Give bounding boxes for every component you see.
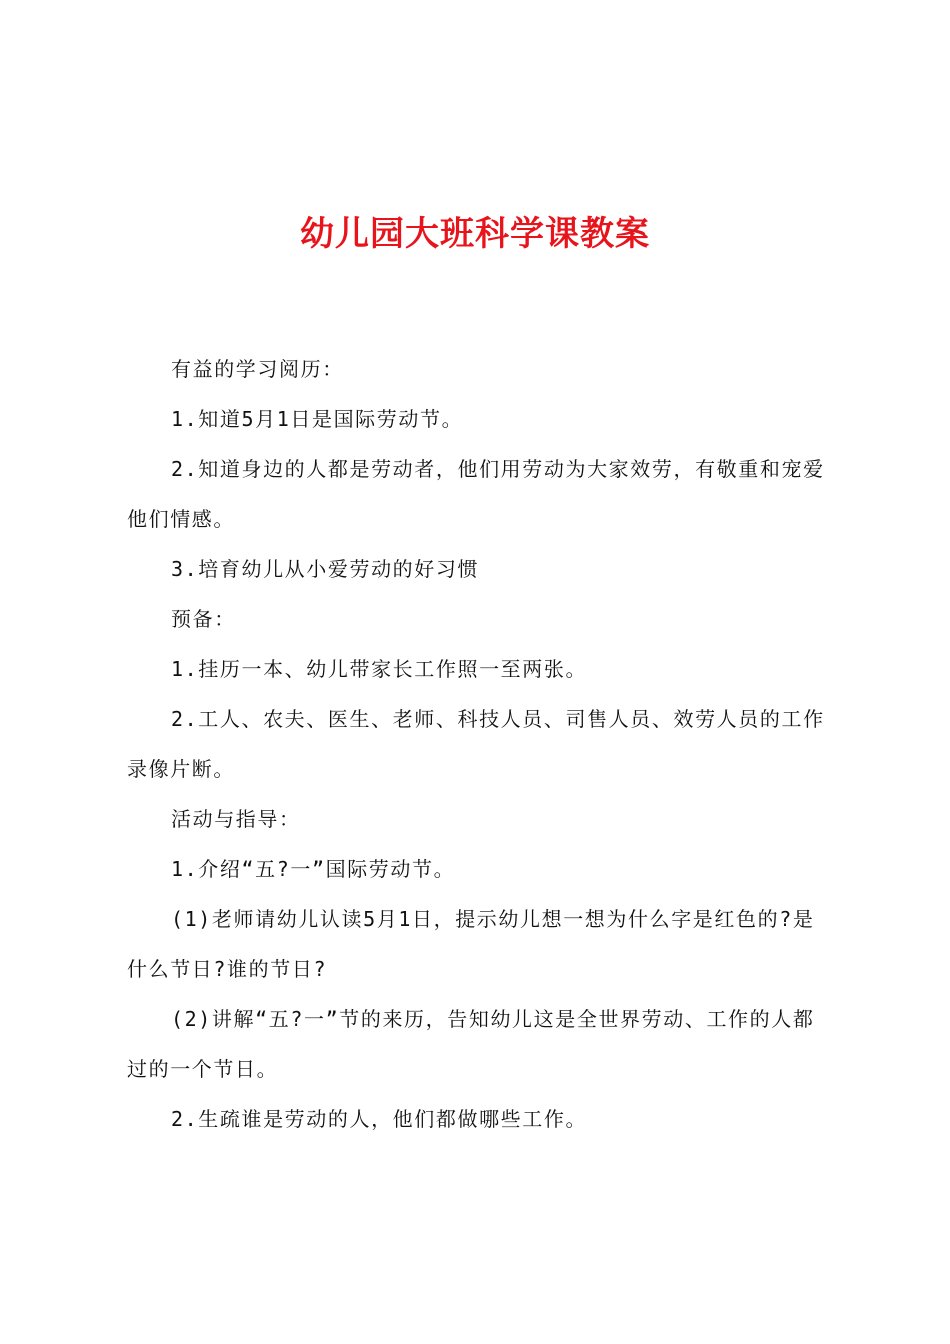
paragraph-preparation-heading: 预备：: [171, 607, 236, 631]
document-body: [127, 344, 833, 1144]
paragraph-objective-1: 1.知道5月1日是国际劳动节。: [171, 407, 464, 431]
paragraph-activity-1-1: (1)老师请幼儿认读5月1日，提示幼儿想一想为什么字是红色的?是什么节日?谁的节日?: [127, 907, 815, 981]
paragraph-activity-1: 1.介绍“五?一”国际劳动节。: [171, 857, 456, 881]
paragraph-activity-2: 2.生疏谁是劳动的人，他们都做哪些工作。: [171, 1107, 588, 1131]
paragraph-activity-heading: 活动与指导：: [171, 807, 301, 831]
paragraph-preparation-1: 1.挂历一本、幼儿带家长工作照一至两张。: [171, 657, 588, 681]
paragraph-preparation-2: 2.工人、农夫、医生、老师、科技人员、司售人员、效劳人员的工作录像片断。: [127, 707, 825, 781]
paragraph-objective-2: 2.知道身边的人都是劳动者，他们用劳动为大家效劳，有敬重和宠爱他们情感。: [127, 457, 825, 531]
paragraph-objectives-heading: 有益的学习阅历：: [171, 357, 344, 381]
paragraph-activity-1-2: (2)讲解“五?一”节的来历，告知幼儿这是全世界劳动、工作的人都过的一个节日。: [127, 1007, 815, 1081]
paragraph-objective-3: 3.培育幼儿从小爱劳动的好习惯: [171, 557, 480, 581]
document-title: 幼儿园大班科学课教案: [300, 214, 650, 254]
